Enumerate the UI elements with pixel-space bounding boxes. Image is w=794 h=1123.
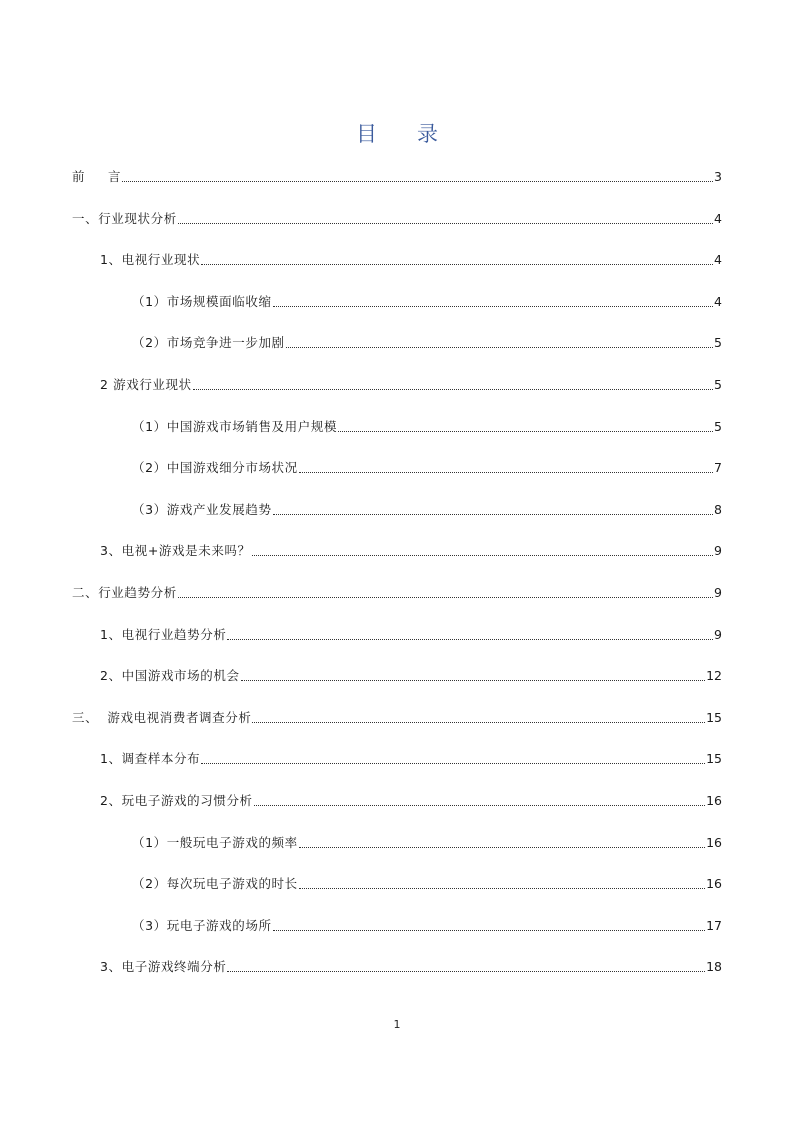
dot-leader <box>227 638 713 640</box>
dot-leader <box>178 222 713 224</box>
toc-title-char-2: 录 <box>417 122 438 146</box>
toc-entry-page: 16 <box>706 876 722 892</box>
toc-entry[interactable] <box>72 661 722 685</box>
toc-entry-page: 16 <box>706 834 722 850</box>
toc-entry[interactable] <box>72 536 722 560</box>
page-number: 1 <box>393 1018 401 1031</box>
dot-leader <box>193 388 713 390</box>
toc-entry[interactable] <box>72 578 722 602</box>
toc-entry-label: 3、电子游戏终端分析 <box>100 959 227 975</box>
toc-entry-label: 1、电视行业趋势分析 <box>100 626 227 642</box>
toc-entry-page: 8 <box>714 501 722 517</box>
toc-entry-label: 三、 游戏电视消费者调查分析 <box>72 709 252 725</box>
toc-entry-label: 1、调查样本分布 <box>100 751 201 767</box>
toc-entry-page: 16 <box>706 793 722 808</box>
toc-entry-label: （3）玩电子游戏的场所 <box>132 917 272 933</box>
toc-entry[interactable] <box>72 744 722 768</box>
dot-leader <box>201 263 713 265</box>
toc-entry-label: 前 言 <box>72 169 122 184</box>
toc-entry[interactable] <box>72 620 722 644</box>
toc-entry-label: （1）一般玩电子游戏的频率 <box>132 834 298 850</box>
toc-entry-label: （2）市场竞争进一步加剧 <box>132 335 285 351</box>
toc-entry-page: 9 <box>714 543 722 559</box>
dot-leader <box>273 929 706 931</box>
toc-entry[interactable] <box>72 786 722 810</box>
dot-leader <box>338 430 713 432</box>
toc-title <box>0 118 794 148</box>
toc-entry[interactable] <box>72 453 722 477</box>
toc-entry-label: （3）游戏产业发展趋势 <box>132 501 272 517</box>
dot-leader <box>227 970 705 972</box>
toc-entry-page: 9 <box>714 626 722 642</box>
toc-entry[interactable] <box>72 245 722 269</box>
toc-entry-label: 2、玩电子游戏的习惯分析 <box>100 793 253 808</box>
toc-entry-label: 2、中国游戏市场的机会 <box>100 668 240 684</box>
dot-leader <box>299 846 705 848</box>
toc-entry[interactable] <box>72 204 722 228</box>
toc-entry[interactable] <box>72 828 722 852</box>
toc-entry-page: 4 <box>714 293 722 309</box>
toc-entry[interactable] <box>72 952 722 976</box>
toc-entry-label: （2）每次玩电子游戏的时长 <box>132 876 298 892</box>
dot-leader <box>299 887 705 889</box>
toc-entry-label: （2）中国游戏细分市场状况 <box>132 460 298 476</box>
toc-entry-page: 18 <box>706 959 722 975</box>
toc-entry-page: 3 <box>714 169 722 184</box>
toc-entry-label: （1）市场规模面临收缩 <box>132 293 272 309</box>
toc-entry-label: 1、电视行业现状 <box>100 252 201 268</box>
toc-entry-page: 15 <box>706 709 722 725</box>
toc-entry-page: 9 <box>714 585 722 600</box>
dot-leader <box>273 305 713 307</box>
dot-leader <box>241 679 706 681</box>
toc-entry[interactable] <box>72 162 722 186</box>
toc-entry-page: 5 <box>714 418 722 434</box>
toc-entry-page: 4 <box>714 210 722 226</box>
toc-entry-page: 12 <box>706 668 722 684</box>
toc-entry[interactable] <box>72 328 722 352</box>
toc-entry-page: 17 <box>706 917 722 933</box>
dot-leader <box>201 762 705 764</box>
dot-leader <box>122 180 713 182</box>
dot-leader <box>273 513 713 515</box>
toc-entry[interactable] <box>72 869 722 893</box>
dot-leader <box>252 554 713 556</box>
toc-entry-page: 7 <box>714 460 722 476</box>
toc-entry-label: 3、电视+游戏是未来吗？ <box>100 543 251 559</box>
dot-leader <box>252 721 705 723</box>
toc-title-char-1: 目 <box>356 122 377 146</box>
dot-leader <box>299 471 713 473</box>
toc-entry-page: 5 <box>714 335 722 351</box>
toc-entry-label: 2 游戏行业现状 <box>100 377 192 392</box>
toc-entry[interactable] <box>72 703 722 727</box>
dot-leader <box>178 596 713 598</box>
toc-entry[interactable] <box>72 287 722 311</box>
toc-entry[interactable] <box>72 495 722 519</box>
toc-entry-page: 4 <box>714 252 722 268</box>
toc-entry-page: 15 <box>706 751 722 767</box>
dot-leader <box>254 804 705 806</box>
toc-entry-page: 5 <box>714 377 722 392</box>
toc-entry-label: 一、行业现状分析 <box>72 210 177 226</box>
toc-entry[interactable] <box>72 370 722 394</box>
dot-leader <box>286 346 713 348</box>
toc-entry[interactable] <box>72 412 722 436</box>
toc-entry-label: 二、行业趋势分析 <box>72 585 177 600</box>
toc-entry[interactable] <box>72 911 722 935</box>
toc-entry-label: （1）中国游戏市场销售及用户规模 <box>132 418 338 434</box>
